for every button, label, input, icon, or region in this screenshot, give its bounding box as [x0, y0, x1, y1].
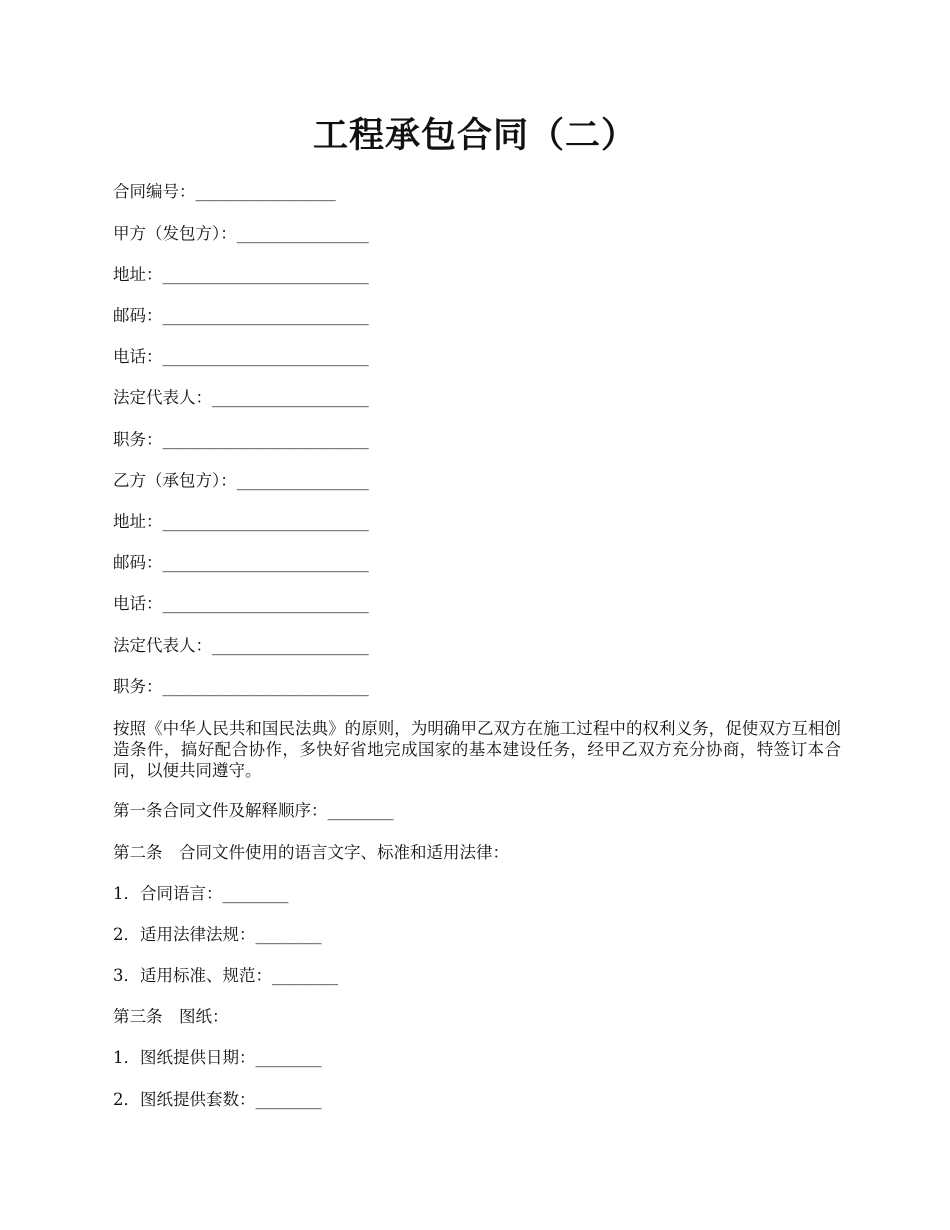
contract-number-field: 合同编号：_________________ [113, 182, 336, 201]
clause-3-item-1: 1．图纸提供日期：________ [113, 1048, 322, 1067]
party-b-legal-rep-field: 法定代表人：___________________ [113, 636, 369, 655]
clause-2-heading: 第二条 合同文件使用的语言文字、标准和适用法律： [113, 843, 509, 862]
party-b-position-field: 职务：_________________________ [113, 677, 369, 696]
party-b-name-field: 乙方（承包方）：________________ [113, 471, 369, 490]
clause-2-item-2: 2．适用法律法规：________ [113, 925, 322, 944]
party-b-phone-field: 电话：_________________________ [113, 594, 369, 613]
clause-3-item-2: 2．图纸提供套数：________ [113, 1090, 322, 1109]
party-b-address-field: 地址：_________________________ [113, 512, 369, 531]
clause-1: 第一条合同文件及解释顺序：________ [113, 801, 394, 820]
preamble-paragraph: 按照《中华人民共和国民法典》的原则，为明确甲乙双方在施工过程中的权利义务，促使双方互相创造条件，搞好配合协作，多快好省地完成国家的基本建设任务，经甲乙双方充分协商，特签订本合同，以便共同遵守。 [113, 719, 841, 780]
party-b-postcode-field: 邮码：_________________________ [113, 553, 369, 572]
party-a-postcode-field: 邮码：_________________________ [113, 306, 369, 325]
clause-2-item-1: 1．合同语言：________ [113, 884, 289, 903]
clause-3-heading: 第三条 图纸： [113, 1007, 229, 1026]
party-a-position-field: 职务：_________________________ [113, 430, 369, 449]
party-a-name-field: 甲方（发包方）：________________ [113, 224, 369, 243]
party-a-address-field: 地址：_________________________ [113, 265, 369, 284]
party-a-legal-rep-field: 法定代表人：___________________ [113, 388, 369, 407]
clause-2-item-3: 3．适用标准、规范：________ [113, 966, 338, 985]
document-title: 工程承包合同（二） [312, 115, 637, 156]
party-a-phone-field: 电话：_________________________ [113, 347, 369, 366]
